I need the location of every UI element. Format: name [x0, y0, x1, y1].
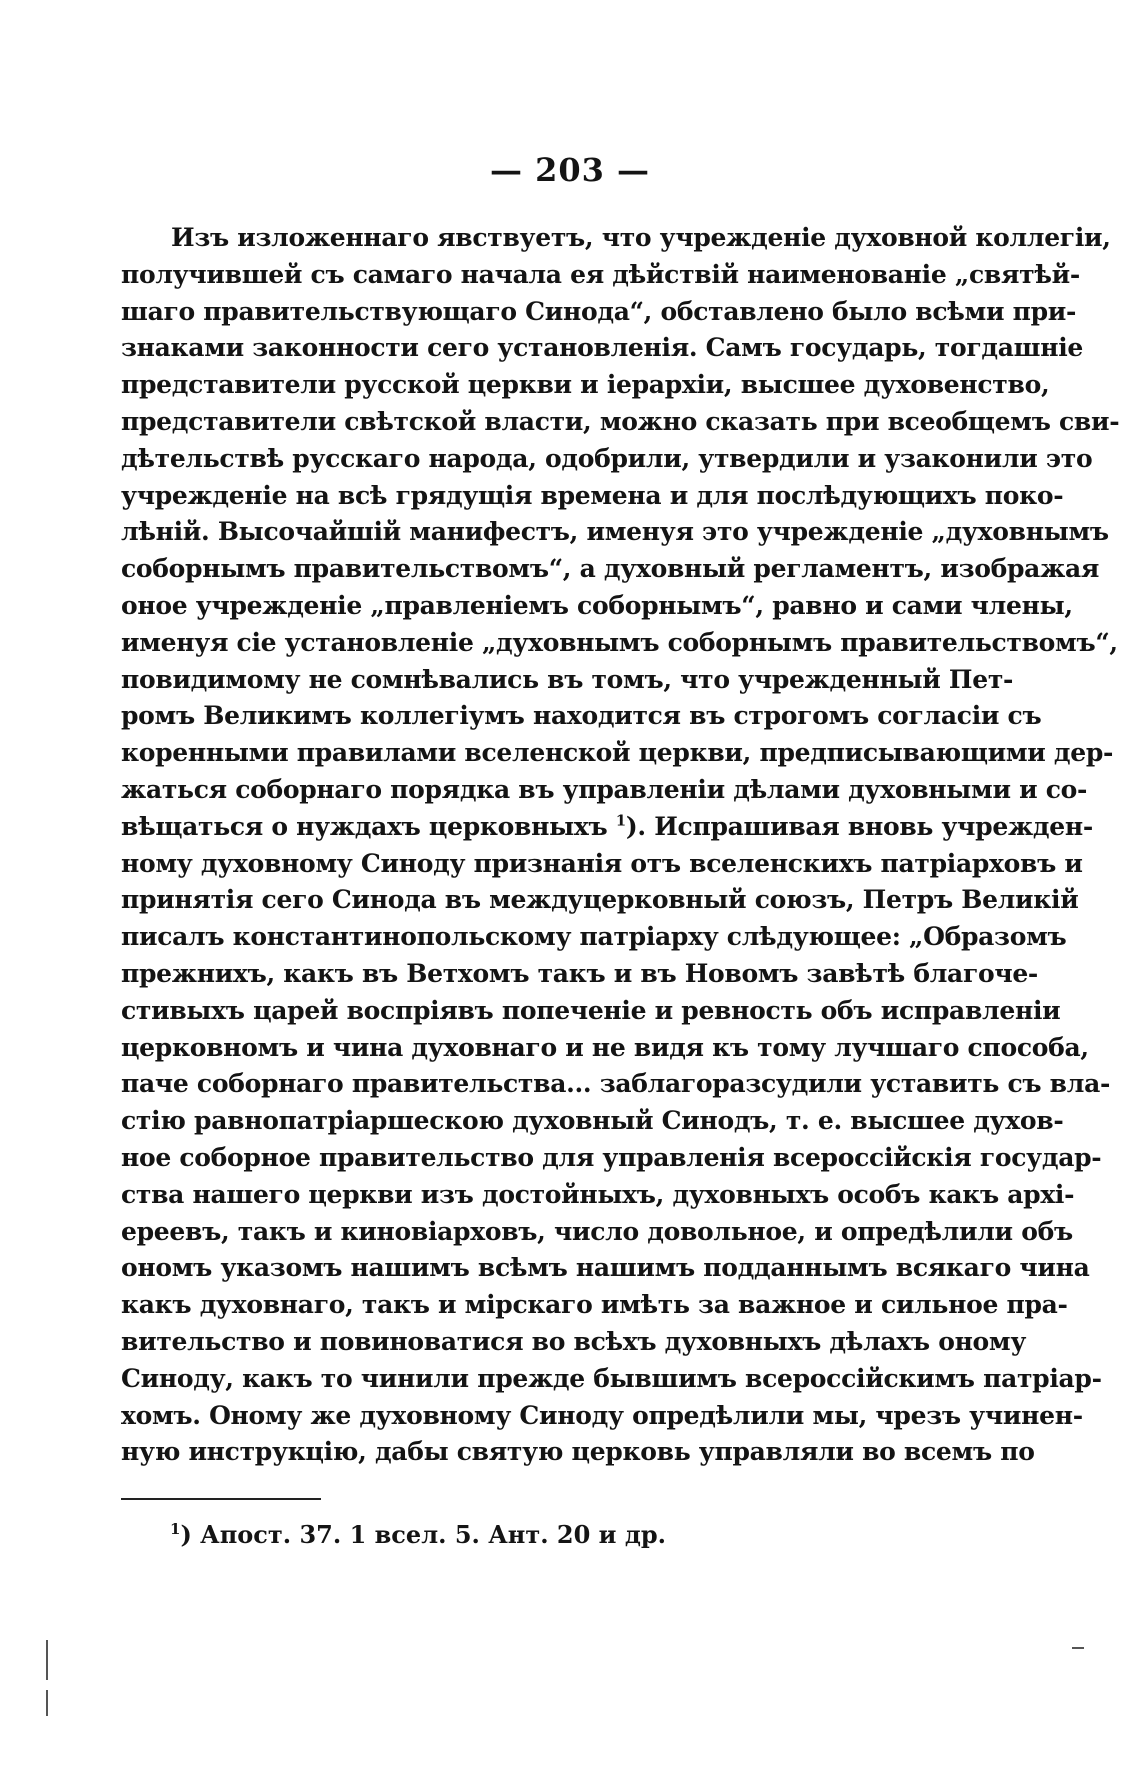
text-line: паче соборнаго правительства... заблагоразсудили уставить съ вла- — [121, 1069, 1111, 1099]
text-line: знаками законности сего установленія. Самъ государь, тогдашніе — [121, 333, 1084, 363]
text-line: стію равнопатріаршескою духовный Синодъ, т. е. высшее духов- — [121, 1106, 1064, 1136]
text-line: оное учрежденіе „правленіемъ соборнымъ“, равно и сами члены, — [121, 590, 1073, 620]
text-line: получившей съ самаго начала ея дѣйствій наименованіе „святѣй- — [121, 259, 1080, 289]
text-line: ному духовному Синоду признанія отъ вселенскихъ патріарховъ и — [121, 848, 1083, 878]
text-line: ства нашего церкви изъ достойныхъ, духовныхъ особъ какъ архі- — [121, 1179, 1075, 1209]
text-line: ереевъ, такъ и киновіарховъ, число довольное, и опредѣлили объ — [121, 1216, 1073, 1246]
text-line: ономъ указомъ нашимъ всѣмъ нашимъ подданнымъ всякаго чина — [121, 1253, 1090, 1283]
page-number: — 203 — — [489, 151, 651, 189]
text-line: лѣній. Высочайшій манифестъ, именуя это учрежденіе „духовнымъ — [121, 517, 1109, 547]
text-line-with-footnote-ref — [121, 809, 1093, 846]
text-line: ную инструкцію, дабы святую церковь управляли во всемъ по — [121, 1437, 1035, 1467]
text-line: ромъ Великимъ коллегіумъ находится въ строгомъ согласіи съ — [121, 701, 1042, 731]
text-line: прежнихъ, какъ въ Ветхомъ такъ и въ Новомъ завѣтѣ благоче- — [121, 958, 1039, 988]
footnote-text: ) Апост. 37. 1 всел. 5. Ант. 20 и др. — [180, 1520, 666, 1549]
text-line: дѣтельствѣ русскаго народа, одобрили, утвердили и узаконили это — [121, 443, 1093, 473]
text-line: жаться соборнаго порядка въ управленіи дѣлами духовными и со- — [121, 774, 1088, 804]
text-line: Синоду, какъ то чинили прежде бывшимъ всероссійскимъ патріар- — [121, 1363, 1102, 1393]
text-line: писалъ константинопольскому патріарху слѣдующее: „Образомъ — [121, 922, 1067, 952]
text-line: повидимому не сомнѣвались въ томъ, что учрежденный Пет- — [121, 664, 1014, 694]
scan-edge-mark — [46, 1640, 48, 1680]
scan-edge-mark — [46, 1690, 48, 1716]
text-line-head: вѣщаться о нуждахъ церковныхъ — [121, 811, 608, 841]
footnote-reference: 1 — [615, 811, 626, 830]
text-line: принятія сего Синода въ междуцерковный союзъ, Петръ Великій — [121, 885, 1079, 915]
text-line: соборнымъ правительствомъ“, а духовный регламентъ, изображая — [121, 554, 1100, 584]
text-line: именуя сіе установленіе „духовнымъ соборнымъ правительствомъ“, — [121, 627, 1118, 657]
text-line: хомъ. Оному же духовному Синоду опредѣлили мы, чрезъ учинен- — [121, 1400, 1083, 1430]
text-line-tail: ). Испрашивая вновь учрежден- — [625, 811, 1093, 841]
body-text — [121, 220, 1120, 1471]
text-line: церковномъ и чина духовнаго и не видя къ тому лучшаго способа, — [121, 1032, 1089, 1062]
footnote-marker: 1 — [170, 1520, 181, 1538]
footnote — [170, 1520, 666, 1550]
text-line: учрежденіе на всѣ грядущія времена и для послѣдующихъ поко- — [121, 480, 1064, 510]
text-line: стивыхъ царей воспріявъ попеченіе и ревность объ исправленіи — [121, 995, 1061, 1025]
text-line: ное соборное правительство для управленія всероссійскія государ- — [121, 1142, 1102, 1172]
text-line: представители русской церкви и іерархіи, высшее духовенство, — [121, 370, 1050, 400]
footnote-rule — [121, 1498, 321, 1500]
text-line: вительство и повиноватися во всѣхъ духовныхъ дѣлахъ оному — [121, 1326, 1027, 1356]
text-line: представители свѣтской власти, можно сказать при всеобщемъ сви- — [121, 406, 1120, 436]
text-line: Изъ изложеннаго явствуетъ, что учрежденіе духовной коллегіи, — [171, 223, 1111, 252]
text-line: коренными правилами вселенской церкви, предписывающими дер- — [121, 738, 1114, 768]
text-line: шаго правительствующаго Синода“, обставлено было всѣми при- — [121, 296, 1077, 326]
text-line: какъ духовнаго, такъ и мірскаго имѣть за важное и сильное пра- — [121, 1290, 1068, 1320]
scan-edge-mark — [1072, 1647, 1084, 1649]
